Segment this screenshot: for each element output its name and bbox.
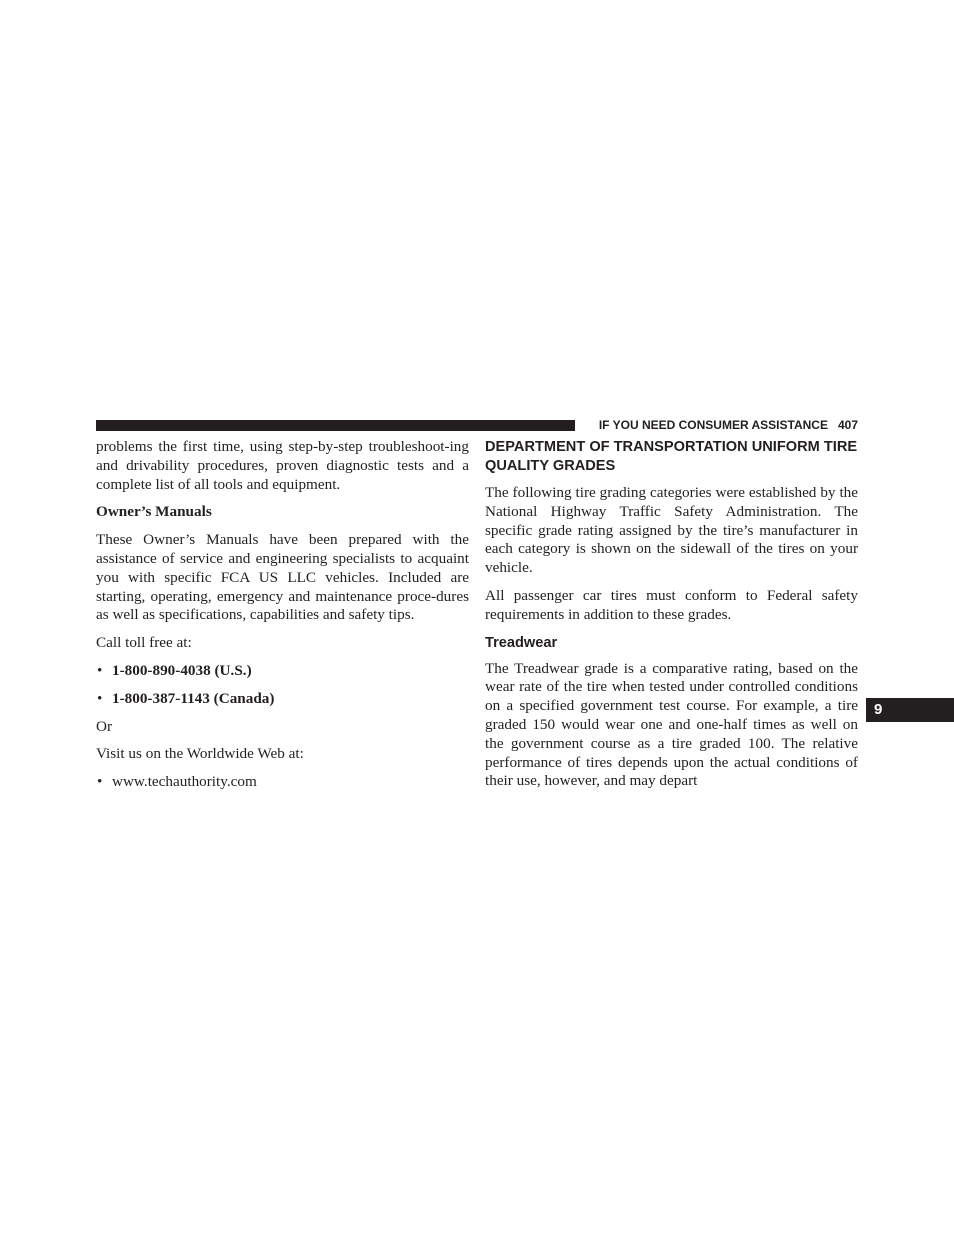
bullet-icon: • [97,773,103,791]
web-link[interactable]: www.techauthority.com [112,773,257,791]
owners-manuals-paragraph: These Owner’s Manuals have been prepared with the assistance of service and engineering specialists to acquaint you with specific FCA US LLC vehicles. Included are starting, operating, emergency and maintenance proce-dures as well as specifications, capabilities and safety tips. [96,531,469,624]
federal-safety-paragraph: All passenger car tires must conform to Federal safety requirements in addition to these grades. [485,586,858,623]
bullet-icon: • [97,689,103,707]
visit-web-text: Visit us on the Worldwide Web at: [96,745,304,763]
page-number: 407 [837,418,858,432]
bullet-icon: • [97,661,103,679]
list-item [96,690,469,709]
left-column [96,438,469,801]
running-header [584,417,858,433]
phone-number-us: 1-800-890-4038 (U.S.) [112,661,252,679]
header-rule [96,420,575,431]
or-text: Or [96,717,113,735]
chapter-tab: 9 [866,698,954,722]
header-section-title: IF YOU NEED CONSUMER ASSISTANCE [598,418,828,432]
phone-number-list [96,662,469,709]
intro-paragraph: problems the first time, using step-by-step troubleshoot-ing and drivability procedures, proven diagnostic tests and a complete list of all tools and equipment. [96,438,469,493]
web-link-list [96,773,469,792]
treadwear-paragraph: The Treadwear grade is a comparative rating, based on the wear rate of the tire when tested under controlled conditions on a specified government test course. For example, a tire graded 150 would wear one and one-half times as well on the government course as a tire graded 100. The relative performance of tires depends upon the actual conditions of their use, however, and may depart [485,659,858,790]
treadwear-heading: Treadwear [485,634,558,651]
owners-manuals-heading: Owner’s Manuals [96,503,212,521]
tire-grading-paragraph: The following tire grading categories were established by the National Highway Traffic Safety Administration. The specific grade rating assigned by the tire’s manufacturer in each category is shown on the sidewall of the tires on your vehicle. [485,484,858,577]
phone-number-canada: 1-800-387-1143 (Canada) [112,689,275,707]
right-column [485,438,858,800]
list-item [96,773,469,792]
list-item [96,662,469,681]
call-toll-free-text: Call toll free at: [96,634,192,652]
section-heading: DEPARTMENT OF TRANSPORTATION UNIFORM TIRE QUALITY GRADES [485,439,858,474]
